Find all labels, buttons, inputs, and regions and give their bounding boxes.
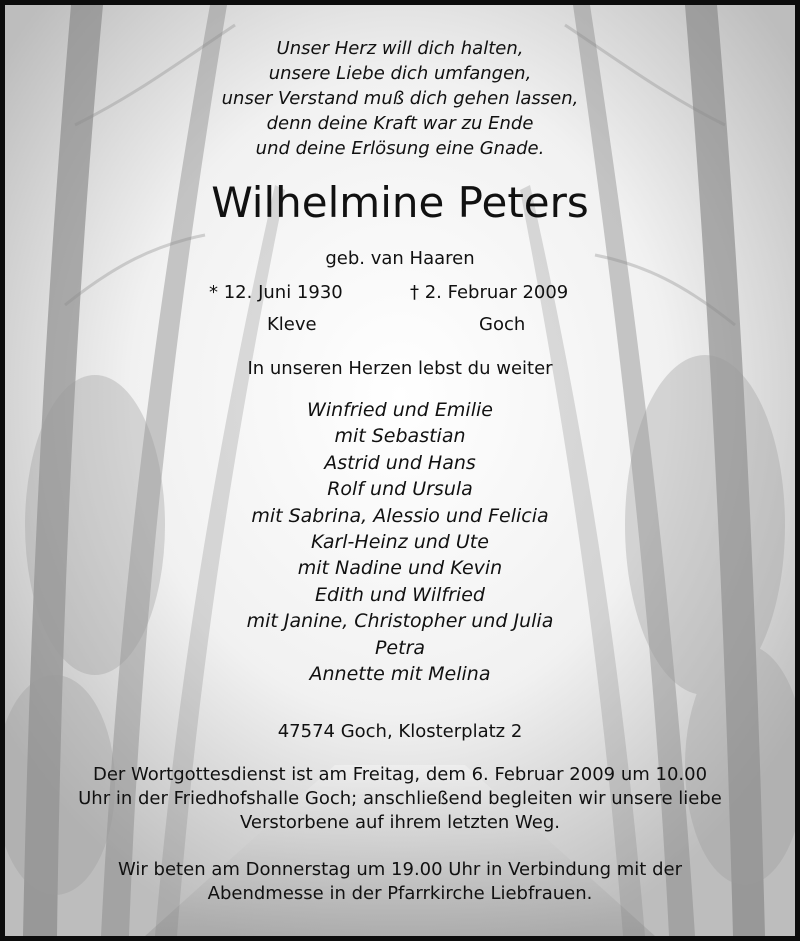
mourner-line: Winfried und Emilie [307,399,493,421]
service-line-3: Verstorbene auf ihrem letzten Weg. [240,812,560,833]
maiden-name: geb. van Haaren [325,248,475,269]
prayer-line-1: Wir beten am Donnerstag um 19.00 Uhr in Verbindung mit der [118,859,682,880]
poem-line-2: unsere Liebe dich umfangen, [268,63,532,84]
death-date: † 2. Februar 2009 [410,282,569,303]
service-line-1: Der Wortgottesdienst ist am Freitag, dem 6. Februar 2009 um 10.00 [92,764,708,785]
birth-date: * 12. Juni 1930 [209,282,343,303]
mourner-line: mit Janine, Christopher und Julia [246,610,554,632]
prayer-line-2: Abendmesse in der Pfarrkirche Liebfrauen. [207,883,593,904]
address: 47574 Goch, Klosterplatz 2 [277,721,523,742]
mourner-line: mit Sabrina, Alessio und Felicia [251,505,549,527]
poem-line-5: und deine Erlösung eine Gnade. [255,138,545,159]
mourner-line: Edith und Wilfried [315,584,485,606]
poem-line-4: denn deine Kraft war zu Ende [266,113,534,134]
service-line-2: Uhr in der Friedhofshalle Goch; anschließend begleiten wir unsere liebe [78,788,722,809]
death-place: Goch [479,314,526,335]
poem-line-1: Unser Herz will dich halten, [276,38,524,59]
deceased-name: Wilhelmine Peters [211,178,589,227]
mourner-line: Astrid und Hans [324,452,476,474]
birth-place: Kleve [267,314,317,335]
mourner-line: mit Nadine und Kevin [297,557,503,579]
tagline: In unseren Herzen lebst du weiter [247,358,553,379]
mourner-line: mit Sebastian [334,425,466,447]
poem-line-3: unser Verstand muß dich gehen lassen, [221,88,579,109]
mourner-line: Rolf und Ursula [327,478,473,500]
mourner-line: Petra [374,637,426,659]
mourner-line: Karl-Heinz und Ute [311,531,489,553]
mourner-line: Annette mit Melina [309,663,491,685]
